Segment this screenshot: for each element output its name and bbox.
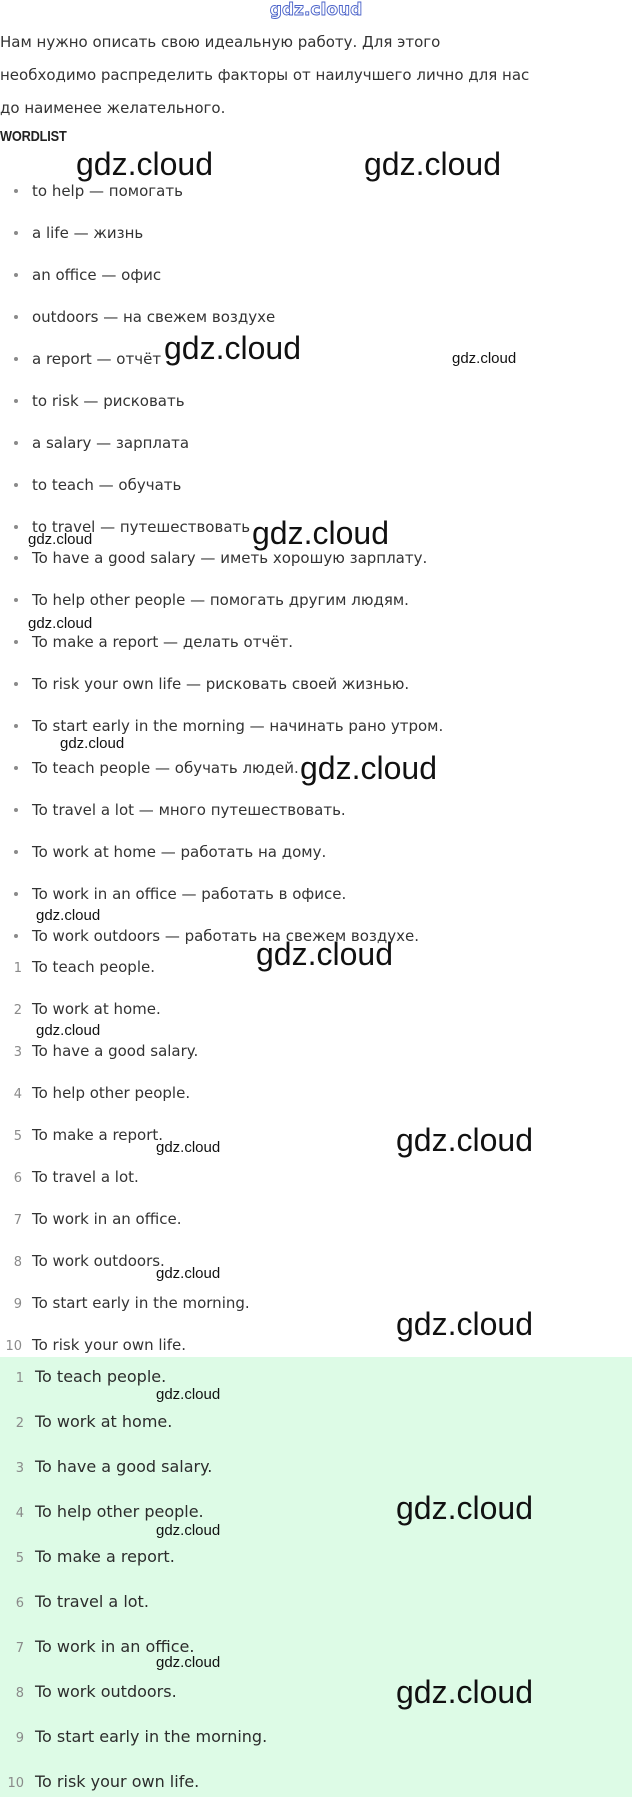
wordlist-item-text: To teach people — обучать людей. [32,759,299,777]
ranking-item-text: To make a report. [32,1126,164,1144]
answer-item-text: To start early in the morning. [35,1727,268,1746]
wordlist-item-text: a report — отчёт [32,350,162,368]
ranking-item-number: 6 [13,1171,22,1186]
watermark: gdz.cloud [396,1490,533,1526]
bullet-icon [14,640,18,644]
watermark: gdz.cloud [28,615,93,632]
watermark: gdz.cloud [156,1386,221,1403]
bullet-icon [14,483,18,487]
wordlist-item [14,221,143,245]
ranking-item-text: To help other people. [32,1084,191,1102]
ranking-item-text: To work at home. [32,1000,161,1018]
watermark: gdz.cloud [252,515,389,551]
answer-item-number: 10 [7,1776,24,1791]
bullet-icon [14,231,18,235]
bullet-icon [14,724,18,728]
ranking-item-text: To have a good salary. [32,1042,199,1060]
watermark: gdz.cloud [256,936,393,972]
ranking-item-number: 4 [13,1087,22,1102]
wordlist-item [14,798,346,822]
site-logo[interactable]: gdz.cloud [269,0,363,20]
wordlist-item [14,756,299,780]
ranking-item-number: 1 [13,961,22,976]
answer-item-number: 4 [15,1506,24,1521]
answer-item [0,1724,632,1750]
wordlist-item-text: outdoors — на свежем воздухе [32,308,276,326]
wordlist-item-text: a salary — зарплата [32,434,190,452]
answer-item-number: 5 [15,1551,24,1566]
watermark: gdz.cloud [452,350,517,367]
wordlist-item [14,389,185,413]
ranking-item-text: To travel a lot. [32,1168,139,1186]
wordlist-item-text: To start early in the morning — начинать рано утром. [32,717,444,735]
wordlist-item-text: To travel a lot — много путешествовать. [32,801,346,819]
answer-item-text: To make a report. [35,1547,175,1566]
wordlist-item [14,588,409,612]
ranking-item-number: 10 [5,1339,22,1354]
ranking-item-text: To start early in the morning. [32,1294,250,1312]
answer-item-number: 7 [15,1641,24,1656]
watermark: gdz.cloud [28,531,93,548]
answer-item [0,1679,632,1705]
answer-item [0,1544,632,1570]
wordlist-item-text: to teach — обучать [32,476,182,494]
answer-item-text: To work outdoors. [35,1682,177,1701]
ranking-item [0,1333,632,1357]
watermark: gdz.cloud [396,1122,533,1158]
bullet-icon [14,808,18,812]
wordlist-item [14,630,293,654]
answer-item [0,1364,632,1390]
watermark: gdz.cloud [300,750,437,786]
bullet-icon [14,315,18,319]
answer-item-text: To have a good salary. [35,1457,213,1476]
answer-item-text: To work in an office. [35,1637,195,1656]
bullet-icon [14,850,18,854]
bullet-icon [14,399,18,403]
wordlist-item-text: To work at home — работать на дому. [32,843,327,861]
wordlist-heading: WORDLIST [0,128,67,145]
ranking-item-text: To teach people. [32,958,155,976]
ranking-item [0,1123,632,1147]
watermark: gdz.cloud [36,1022,101,1039]
ranking-item [0,1249,632,1273]
ranking-item-number: 3 [13,1045,22,1060]
answer-item [0,1634,632,1660]
answer-item [0,1499,632,1525]
bullet-icon [14,441,18,445]
bullet-icon [14,189,18,193]
wordlist-item [14,672,409,696]
ranking-item [0,1165,632,1189]
wordlist-item-text: to risk — рисковать [32,392,185,410]
task-description: Нам нужно описать свою идеальную работу. Для этого необходимо распределить факторы от наилучшего лично для нас до наименее желательного. [0,33,530,117]
bullet-icon [14,766,18,770]
wordlist-item [14,179,183,203]
wordlist-item-text: to help — помогать [32,182,183,200]
bullet-icon [14,598,18,602]
wordlist-item [14,473,181,497]
bullet-icon [14,682,18,686]
bullet-icon [14,892,18,896]
answer-item-text: To help other people. [35,1502,204,1521]
wordlist-item-text: To work in an office — работать в офисе. [32,885,347,903]
ranking-item-text: To risk your own life. [32,1336,186,1354]
wordlist-item-text: To make a report — делать отчёт. [32,633,294,651]
watermark: gdz.cloud [76,146,213,182]
watermark: gdz.cloud [364,146,501,182]
wordlist-item-text: a life — жизнь [32,224,144,242]
watermark: gdz.cloud [396,1306,533,1342]
watermark: gdz.cloud [156,1139,221,1156]
answer-item-text: To work at home. [35,1412,173,1431]
wordlist-item [14,840,326,864]
ranking-item [0,1291,632,1315]
ranking-item-text: To work outdoors. [32,1252,165,1270]
bullet-icon [14,357,18,361]
answer-item [0,1409,632,1435]
watermark: gdz.cloud [60,735,125,752]
ranking-item-number: 7 [13,1213,22,1228]
answer-item-number: 3 [15,1461,24,1476]
ranking-item-number: 8 [13,1255,22,1270]
watermark: gdz.cloud [156,1265,221,1282]
bullet-icon [14,525,18,529]
ranking-item-number: 2 [13,1003,22,1018]
ranking-item [0,997,632,1021]
ranking-item [0,1207,632,1231]
answer-item [0,1589,632,1615]
answer-item-text: To teach people. [35,1367,167,1386]
wordlist-item [14,882,346,906]
bullet-icon [14,934,18,938]
watermark: gdz.cloud [164,330,301,366]
wordlist-item-text: To risk your own life — рисковать своей жизнью. [32,675,410,693]
wordlist-item [14,431,189,455]
wordlist-item [14,263,161,287]
watermark: gdz.cloud [36,907,101,924]
wordlist-item-text: to travel — путешествовать [32,518,251,536]
answer-item-number: 8 [15,1686,24,1701]
watermark: gdz.cloud [156,1522,221,1539]
bullet-icon [14,556,18,560]
wordlist-item-text: To work outdoors — работать на свежем воздухе. [32,927,420,945]
ranking-item-number: 9 [13,1297,22,1312]
wordlist-item [14,347,161,371]
answer-item [0,1769,632,1795]
watermark: gdz.cloud [156,1654,221,1671]
watermark: gdz.cloud [396,1674,533,1710]
ranking-item-text: To work in an office. [32,1210,182,1228]
wordlist-item [14,305,275,329]
answer-item-text: To risk your own life. [35,1772,200,1791]
ranking-item [0,1081,632,1105]
wordlist-item-text: To help other people — помогать другим людям. [32,591,409,609]
wordlist-item-text: To have a good salary — иметь хорошую зарплату. [32,549,428,567]
answer-item-number: 6 [15,1596,24,1611]
ranking-item [0,1039,632,1063]
answer-item-number: 9 [15,1731,24,1746]
answer-item [0,1454,632,1480]
answer-item-number: 1 [15,1371,24,1386]
ranking-item-number: 5 [13,1129,22,1144]
answer-item-number: 2 [15,1416,24,1431]
answer-item-text: To travel a lot. [35,1592,149,1611]
bullet-icon [14,273,18,277]
wordlist-item-text: an office — офис [32,266,162,284]
